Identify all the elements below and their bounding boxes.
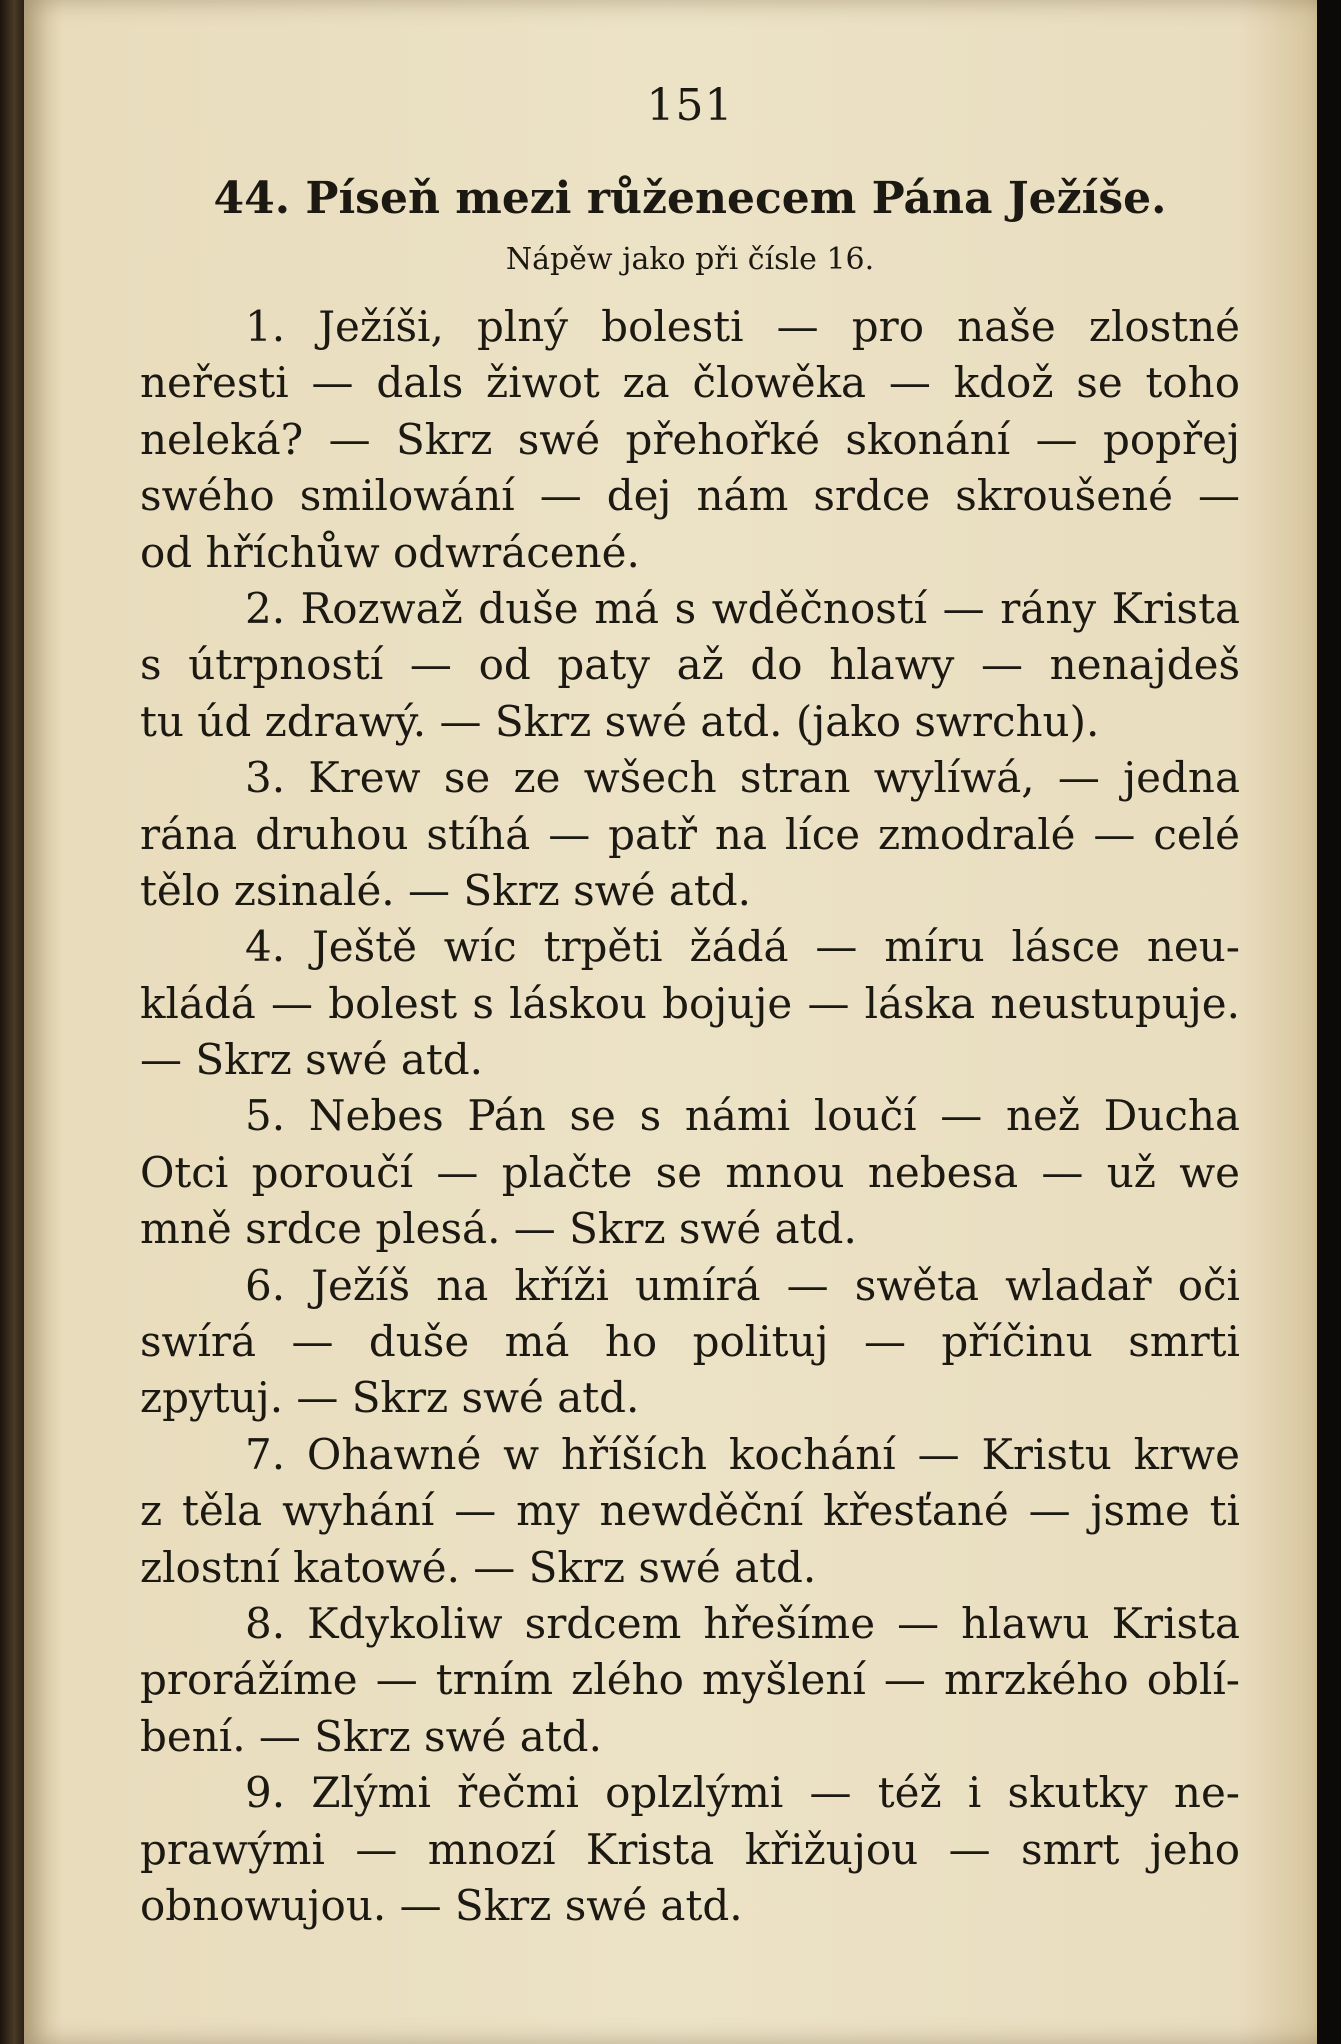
page-number: 151	[646, 80, 734, 131]
text-line: — Skrz swé atd.	[140, 1035, 483, 1085]
text-line: prorážíme — trním zlého myšlení — mrzkého oblí-	[140, 1655, 1240, 1705]
text-line: 5. Nebes Pán se s námi loučí — než Ducha	[245, 1091, 1240, 1141]
hymn-verses	[140, 299, 1240, 1934]
text-line: s útrpností — od paty až do hlawy — nenajdeš	[140, 640, 1240, 690]
text-line: obnowujou. — Skrz swé atd.	[140, 1880, 743, 1930]
text-line: 9. Zlými řečmi oplzlými — též i skutky ne-	[245, 1768, 1240, 1818]
page-text	[140, 80, 1240, 1934]
melody-note: Nápěw jako při čísle 16.	[505, 242, 875, 277]
text-line: kládá — bolest s láskou bojuje — láska neustupuje.	[140, 978, 1240, 1028]
text-line: 2. Rozwaž duše má s wděčností — rány Krista	[245, 583, 1240, 633]
text-line: od hříchůw odwrácené.	[140, 527, 640, 577]
text-line: tělo zsinalé. — Skrz swé atd.	[140, 865, 751, 915]
text-line: tu úd zdrawý. — Skrz swé atd. (jako swrchu).	[140, 696, 1100, 746]
text-line: mně srdce plesá. — Skrz swé atd.	[140, 1204, 857, 1254]
text-line: 6. Ježíš na kříži umírá — swěta wladař oči	[245, 1260, 1240, 1310]
text-line: 3. Krew se ze wšech stran wylíwá, — jedna	[245, 753, 1240, 803]
text-line: 8. Kdykoliw srdcem hřešíme — hlawu Krista	[245, 1598, 1240, 1648]
text-line: zpytuj. — Skrz swé atd.	[140, 1373, 640, 1423]
text-line: rána druhou stíhá — patř na líce zmodralé — celé	[140, 809, 1240, 859]
text-line: zlostní katowé. — Skrz swé atd.	[140, 1542, 817, 1592]
text-line: 4. Ještě wíc trpěti žádá — míru lásce neu-	[245, 922, 1240, 972]
text-line: 1. Ježíši, plný bolesti — pro naše zlostné	[245, 302, 1240, 351]
text-line: 7. Ohawné w hříších kochání — Kristu krwe	[245, 1429, 1240, 1479]
text-line: neřesti — dals žiwot za člowěka — kdož se toho	[140, 358, 1240, 408]
text-line: bení. — Skrz swé atd.	[140, 1711, 602, 1761]
book-binding	[0, 0, 24, 2044]
text-line: swírá — duše má ho polituj — příčinu smrti	[140, 1317, 1240, 1367]
text-line: neleká? — Skrz swé přehořké skonání — popřej	[140, 414, 1240, 464]
text-line: Otci poroučí — plačte se mnou nebesa — už we	[140, 1147, 1240, 1197]
text-line: prawými — mnozí Krista křižujou — smrt jeho	[140, 1824, 1240, 1874]
text-line: swého smilowání — dej nám srdce skroušené —	[140, 471, 1240, 521]
hymn-title: 44. Píseň mezi růženecem Pána Ježíše.	[213, 173, 1167, 224]
text-line: z těla wyhání — my newděční křesťané — jsme ti	[140, 1486, 1240, 1536]
